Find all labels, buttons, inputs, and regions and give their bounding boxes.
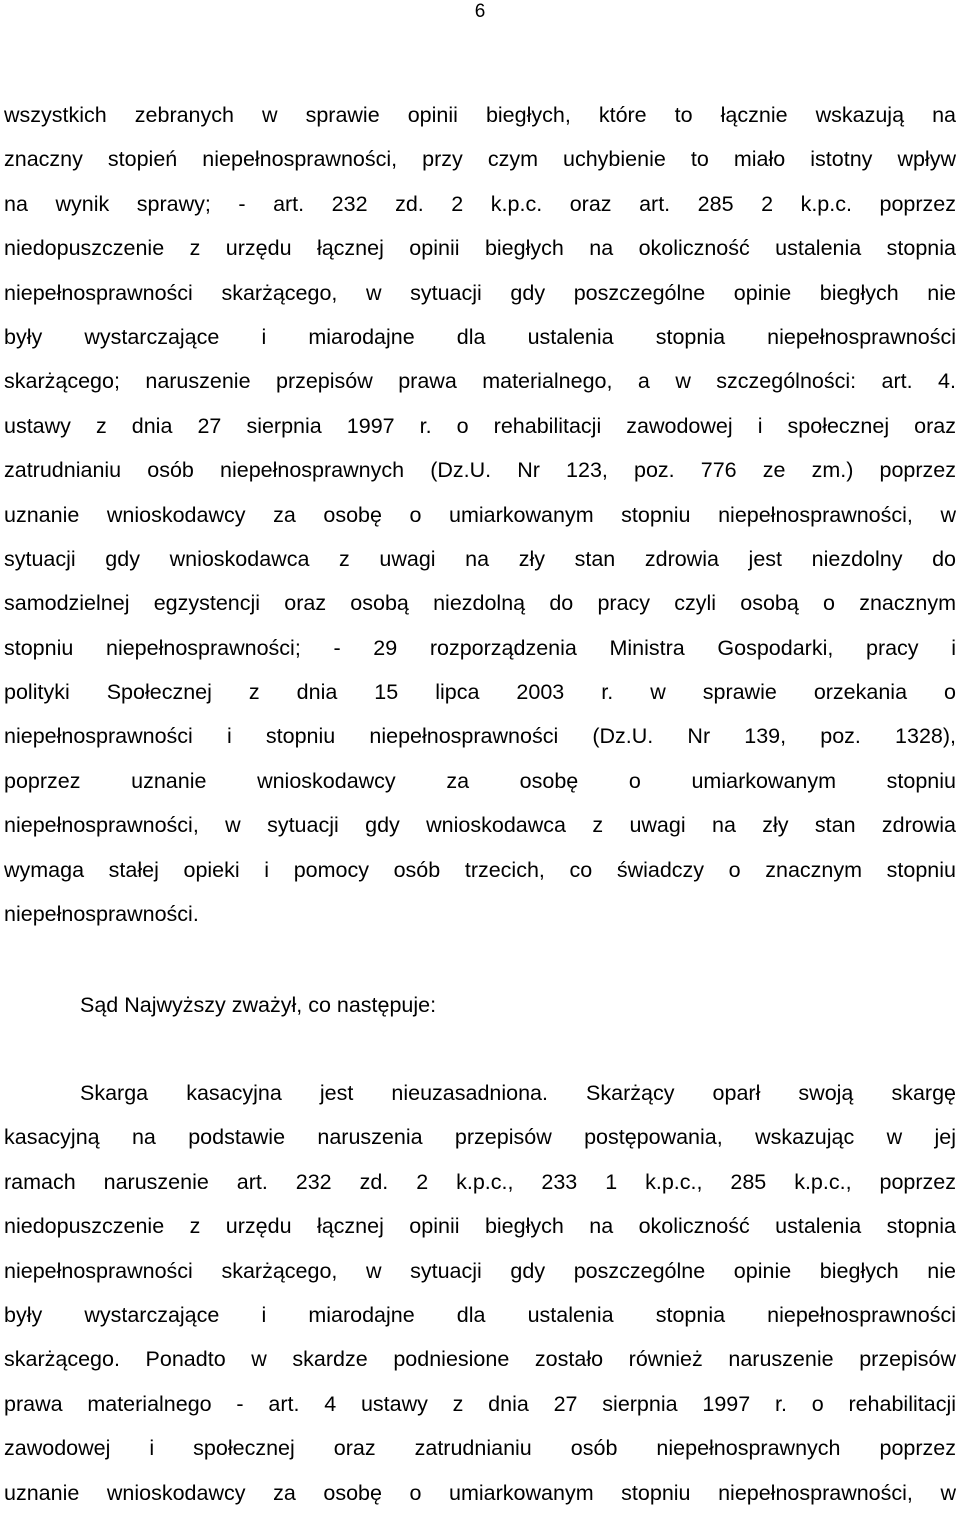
text-line: poprzez uznanie wnioskodawcy za osobę o umiarkowanym stopniu bbox=[4, 768, 956, 793]
text-line: niepełnosprawności skarżącego, w sytuacji gdy poszczególne opinie biegłych nie bbox=[4, 1258, 956, 1283]
text-line: uznanie wnioskodawcy za osobę o umiarkowanym stopniu niepełnosprawności, w bbox=[4, 1480, 956, 1505]
text-line: niedopuszczenie z urzędu łącznej opinii biegłych na okoliczność ustalenia stopnia bbox=[4, 236, 956, 261]
text-line: znaczny stopień niepełnosprawności, przy czym uchybienie to miało istotny wpływ bbox=[4, 147, 956, 172]
text-line: zawodowej i społecznej oraz zatrudnianiu osób niepełnosprawnych poprzez bbox=[4, 1436, 956, 1461]
paragraph-3 bbox=[4, 1071, 956, 1515]
text-line: na wynik sprawy; - art. 232 zd. 2 k.p.c. oraz art. 285 2 k.p.c. poprzez bbox=[4, 191, 956, 216]
text-line: wszystkich zebranych w sprawie opinii biegłych, które to łącznie wskazują na bbox=[4, 103, 956, 127]
text-line: niedopuszczenie z urzędu łącznej opinii biegłych na okoliczność ustalenia stopnia bbox=[4, 1214, 956, 1239]
text-line: ramach naruszenie art. 232 zd. 2 k.p.c., 233 1 k.p.c., 285 k.p.c., poprzez bbox=[4, 1169, 956, 1194]
text-line: niepełnosprawności skarżącego, w sytuacji gdy poszczególne opinie biegłych nie bbox=[4, 280, 956, 305]
text-line: sytuacji gdy wnioskodawca z uwagi na zły stan zdrowia jest niezdolny do bbox=[4, 546, 956, 571]
text-line: niepełnosprawności, w sytuacji gdy wnioskodawca z uwagi na zły stan zdrowia bbox=[4, 813, 956, 838]
text-line: niepełnosprawności. bbox=[4, 902, 199, 927]
text-line: wymaga stałej opieki i pomocy osób trzecich, co świadczy o znacznym stopniu bbox=[4, 857, 956, 882]
text-line: zatrudnianiu osób niepełnosprawnych (Dz.U. Nr 123, poz. 776 ze zm.) poprzez bbox=[4, 458, 956, 483]
text-line: samodzielnej egzystencji oraz osobą niezdolną do pracy czyli osobą o znacznym bbox=[4, 591, 956, 616]
text-line: niepełnosprawności i stopniu niepełnosprawności (Dz.U. Nr 139, poz. 1328), bbox=[4, 724, 956, 749]
text-line: skarżącego; naruszenie przepisów prawa materialnego, a w szczególności: art. 4. bbox=[4, 369, 956, 394]
section-heading: Sąd Najwyższy zważył, co następuje: bbox=[80, 993, 437, 1017]
page-number: 6 bbox=[474, 1, 486, 22]
text-line: były wystarczające i miarodajne dla ustalenia stopnia niepełnosprawności bbox=[4, 1302, 956, 1327]
text-line: stopniu niepełnosprawności; - 29 rozporządzenia Ministra Gospodarki, pracy i bbox=[4, 635, 956, 660]
text-line: uznanie wnioskodawcy za osobę o umiarkowanym stopniu niepełnosprawności, w bbox=[4, 502, 956, 527]
text-line: były wystarczające i miarodajne dla ustalenia stopnia niepełnosprawności bbox=[4, 324, 956, 349]
text-line: ustawy z dnia 27 sierpnia 1997 r. o rehabilitacji zawodowej i społecznej oraz bbox=[4, 413, 956, 438]
paragraph-1 bbox=[4, 93, 956, 936]
text-line: skarżącego. Ponadto w skardze podniesione zostało również naruszenie przepisów bbox=[4, 1347, 956, 1372]
text-line: prawa materialnego - art. 4 ustawy z dnia 27 sierpnia 1997 r. o rehabilitacji bbox=[4, 1391, 956, 1416]
text-line: kasacyjną na podstawie naruszenia przepisów postępowania, wskazując w jej bbox=[4, 1125, 956, 1150]
text-line: polityki Społecznej z dnia 15 lipca 2003 r. w sprawie orzekania o bbox=[4, 680, 956, 705]
text-line: Skarga kasacyjna jest nieuzasadniona. Skarżący oparł swoją skargę bbox=[80, 1081, 956, 1105]
